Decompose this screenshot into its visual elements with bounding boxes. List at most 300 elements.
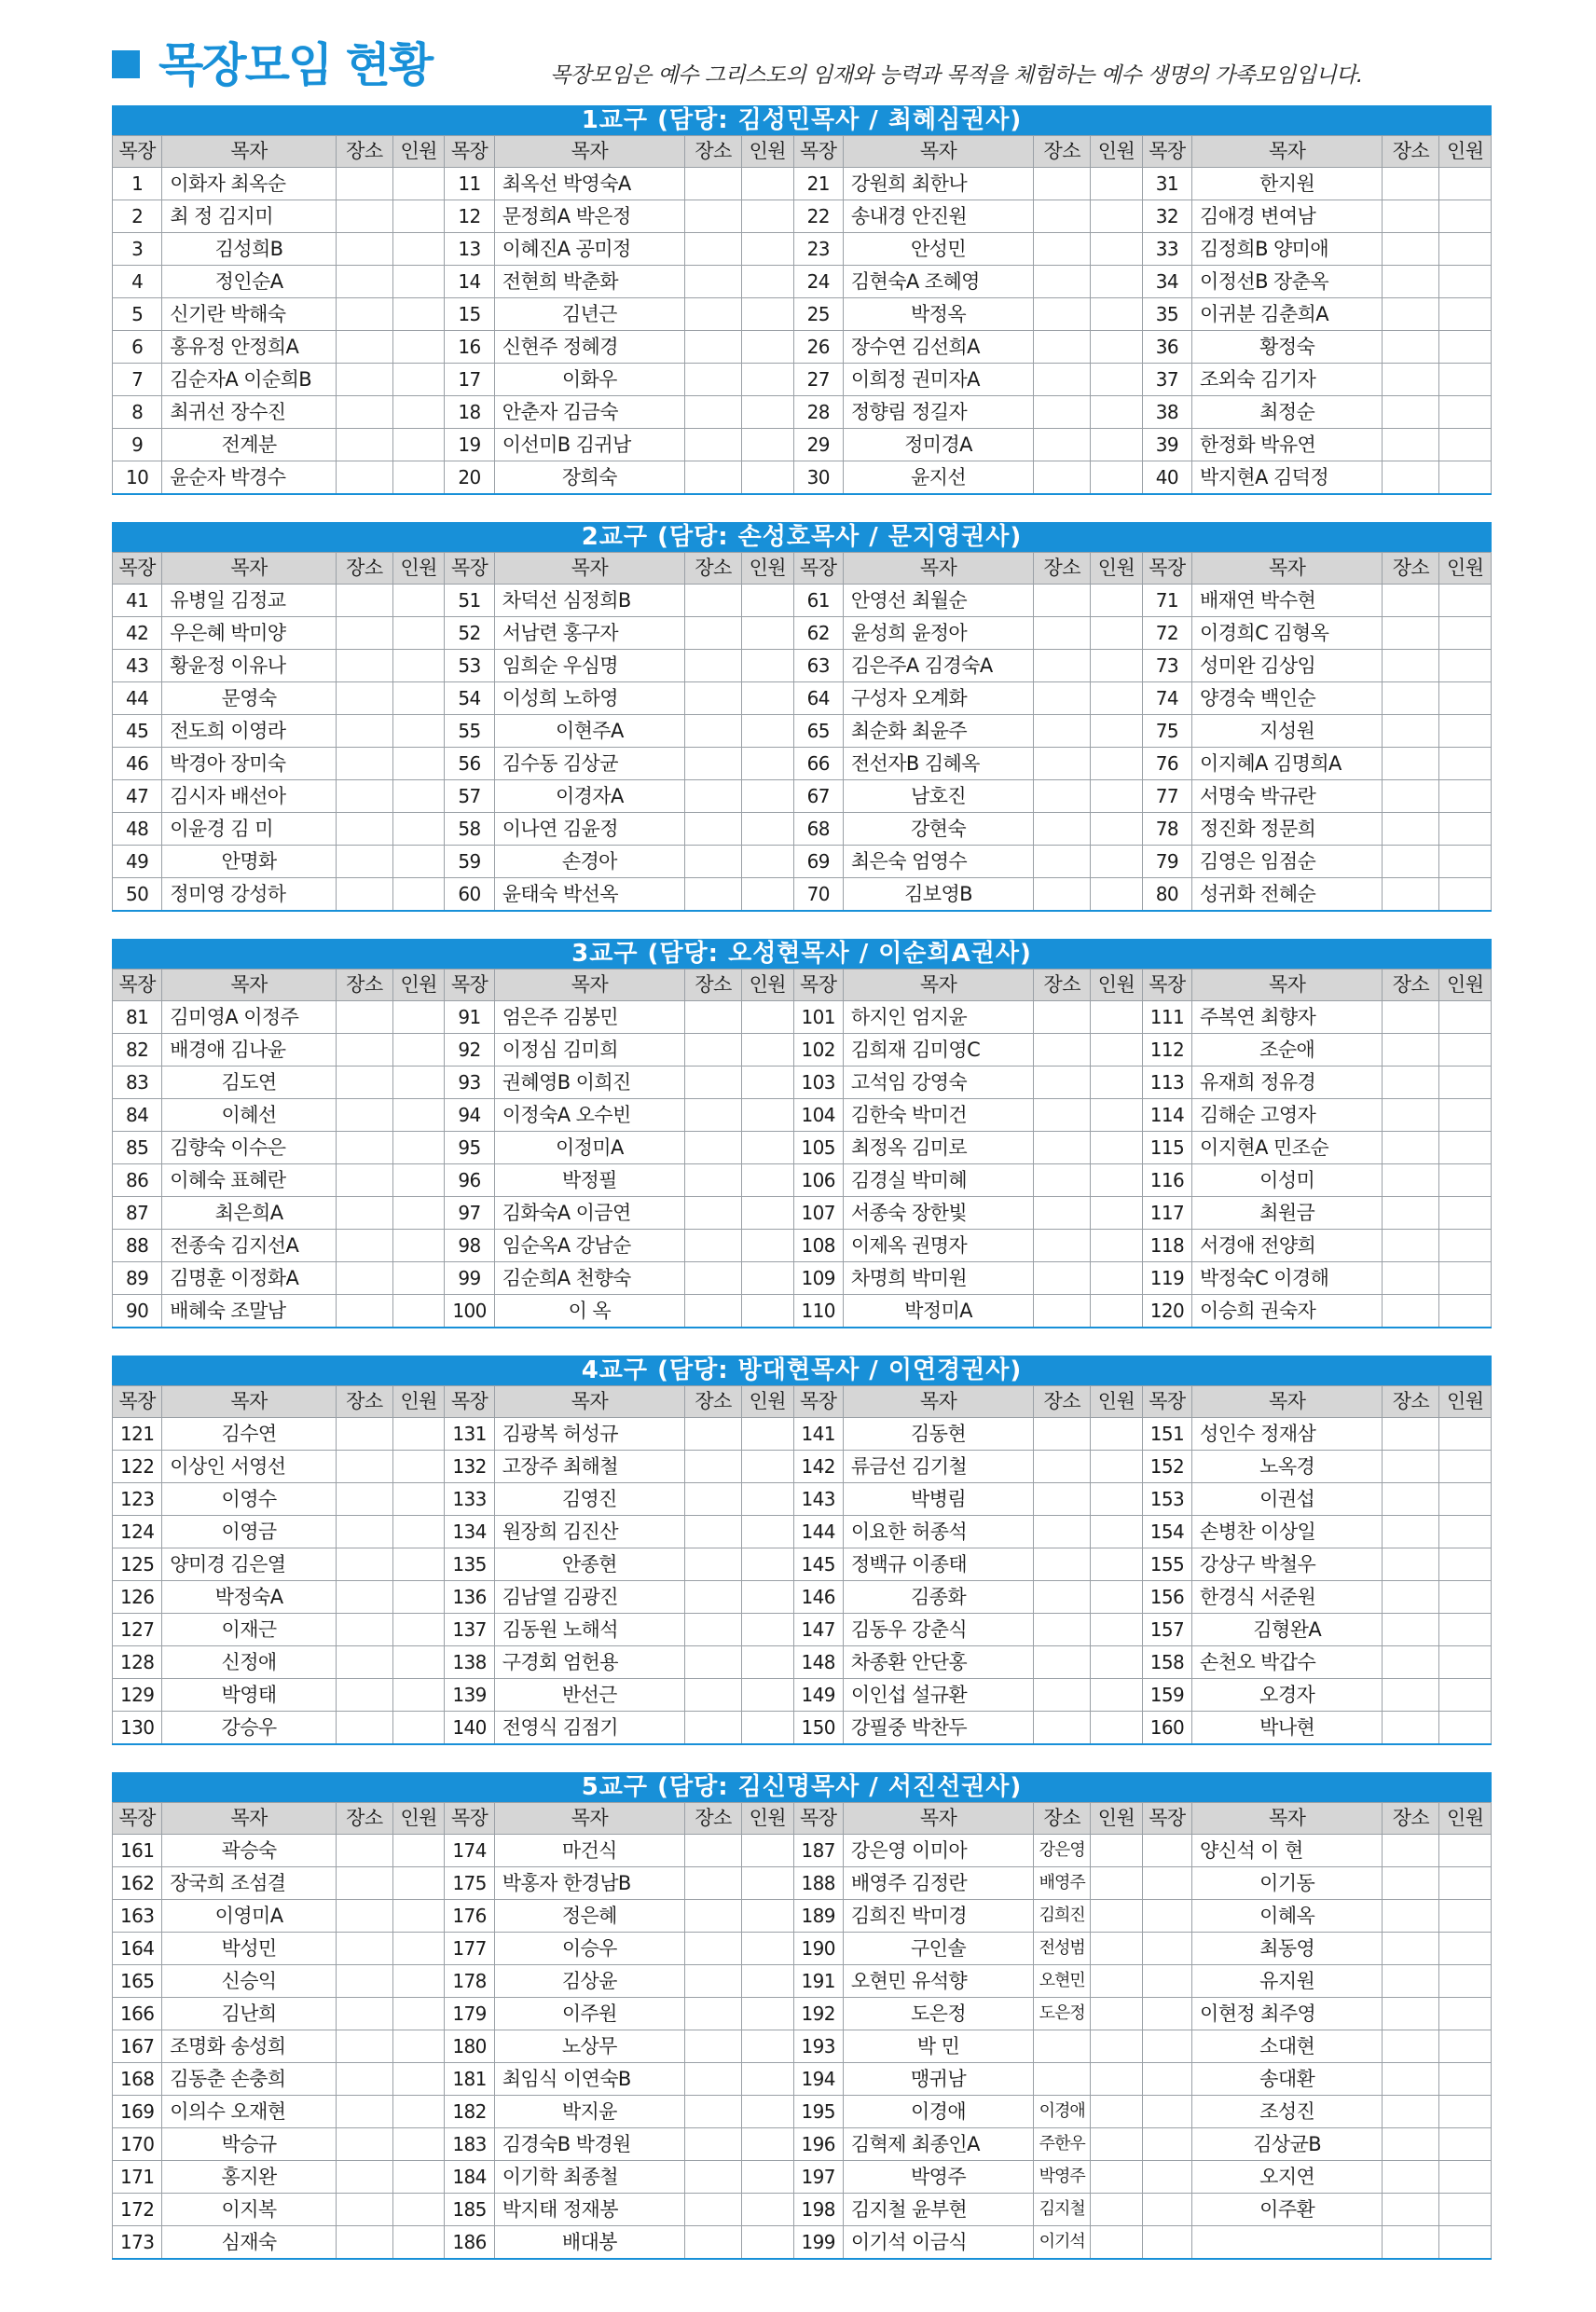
group-leaders: 임희순 우심명 bbox=[494, 650, 684, 682]
group-number bbox=[1142, 2161, 1191, 2194]
group-number: 157 bbox=[1142, 1614, 1191, 1646]
group-leaders: 전도희 이영라 bbox=[162, 715, 337, 748]
meeting-place bbox=[1383, 1132, 1439, 1164]
member-count bbox=[1439, 1581, 1492, 1614]
group-number: 79 bbox=[1142, 846, 1191, 878]
meeting-place bbox=[685, 2194, 742, 2226]
member-count bbox=[742, 1646, 794, 1679]
group-number: 110 bbox=[793, 1295, 843, 1328]
group-leaders: 성인수 정재삼 bbox=[1192, 1418, 1383, 1451]
member-count bbox=[392, 2096, 445, 2128]
meeting-place bbox=[1383, 2063, 1439, 2096]
meeting-place bbox=[685, 1451, 742, 1483]
district-table bbox=[112, 1802, 1492, 2260]
count-header: 인원 bbox=[1091, 1386, 1143, 1418]
group-number: 75 bbox=[1142, 715, 1191, 748]
group-leaders: 최임식 이연숙B bbox=[494, 2063, 684, 2096]
member-count bbox=[1439, 266, 1492, 298]
group-number: 99 bbox=[445, 1262, 494, 1295]
group-number: 18 bbox=[445, 396, 494, 429]
member-count bbox=[392, 429, 445, 461]
group-leaders: 구인솔 bbox=[843, 1933, 1033, 1965]
meeting-place bbox=[336, 1295, 392, 1328]
group-leaders: 이기석 이금식 bbox=[843, 2226, 1033, 2260]
group-number: 165 bbox=[113, 1965, 162, 1998]
group-leaders: 김향숙 이수은 bbox=[162, 1132, 337, 1164]
table-row bbox=[113, 715, 1492, 748]
group-number: 161 bbox=[113, 1835, 162, 1867]
meeting-place bbox=[1383, 1900, 1439, 1933]
group-number: 140 bbox=[445, 1712, 494, 1745]
meeting-place bbox=[685, 331, 742, 364]
table-row bbox=[113, 2226, 1492, 2260]
member-count bbox=[1439, 1262, 1492, 1295]
group-number: 174 bbox=[445, 1835, 494, 1867]
meeting-place bbox=[685, 168, 742, 200]
group-number: 44 bbox=[113, 682, 162, 715]
num-header: 목장 bbox=[445, 136, 494, 168]
district-sections bbox=[112, 105, 1492, 2253]
group-number: 30 bbox=[793, 461, 843, 495]
member-count bbox=[1091, 748, 1143, 780]
group-number: 109 bbox=[793, 1262, 843, 1295]
member-count bbox=[742, 2128, 794, 2161]
member-count bbox=[1091, 878, 1143, 912]
meeting-place bbox=[685, 1067, 742, 1099]
meeting-place bbox=[336, 715, 392, 748]
table-row bbox=[113, 429, 1492, 461]
table-row bbox=[113, 1197, 1492, 1230]
count-header: 인원 bbox=[1091, 136, 1143, 168]
meeting-place bbox=[1383, 1965, 1439, 1998]
table-row bbox=[113, 1451, 1492, 1483]
group-leaders: 윤지선 bbox=[843, 461, 1033, 495]
group-leaders: 박영태 bbox=[162, 1679, 337, 1712]
group-number bbox=[1142, 1965, 1191, 1998]
group-number: 36 bbox=[1142, 331, 1191, 364]
group-leaders: 이권섭 bbox=[1192, 1483, 1383, 1516]
group-leaders: 김형완A bbox=[1192, 1614, 1383, 1646]
member-count bbox=[1439, 2096, 1492, 2128]
group-number: 80 bbox=[1142, 878, 1191, 912]
meeting-place bbox=[1383, 396, 1439, 429]
group-leaders: 김명훈 이정화A bbox=[162, 1262, 337, 1295]
group-leaders: 이지혜A 김명희A bbox=[1192, 748, 1383, 780]
group-number: 187 bbox=[793, 1835, 843, 1867]
member-count bbox=[742, 748, 794, 780]
meeting-place: 김지철 bbox=[1034, 2194, 1091, 2226]
group-leaders: 문영숙 bbox=[162, 682, 337, 715]
group-number: 77 bbox=[1142, 780, 1191, 813]
group-number: 184 bbox=[445, 2161, 494, 2194]
group-number: 147 bbox=[793, 1614, 843, 1646]
group-number: 112 bbox=[1142, 1034, 1191, 1067]
group-leaders: 심재숙 bbox=[162, 2226, 337, 2260]
meeting-place bbox=[1383, 1548, 1439, 1581]
member-count bbox=[392, 1712, 445, 1745]
group-leaders: 이 옥 bbox=[494, 1295, 684, 1328]
meeting-place bbox=[336, 1230, 392, 1262]
group-leaders: 조외숙 김기자 bbox=[1192, 364, 1383, 396]
group-number: 118 bbox=[1142, 1230, 1191, 1262]
member-count bbox=[742, 1197, 794, 1230]
meeting-place bbox=[1034, 233, 1091, 266]
member-count bbox=[1091, 1965, 1143, 1998]
table-row bbox=[113, 813, 1492, 846]
meeting-place bbox=[336, 585, 392, 617]
group-leaders: 김순희A 천향숙 bbox=[494, 1262, 684, 1295]
group-number: 183 bbox=[445, 2128, 494, 2161]
group-leaders: 박지태 정재봉 bbox=[494, 2194, 684, 2226]
group-leaders: 서종숙 장한빛 bbox=[843, 1197, 1033, 1230]
district-banner: 4교구 (담당: 방대현목사 / 이연경권사) bbox=[112, 1356, 1492, 1385]
group-number: 90 bbox=[113, 1295, 162, 1328]
meeting-place bbox=[685, 1835, 742, 1867]
member-count bbox=[1091, 1164, 1143, 1197]
member-count bbox=[1439, 682, 1492, 715]
table-row bbox=[113, 1998, 1492, 2030]
group-number: 130 bbox=[113, 1712, 162, 1745]
member-count bbox=[392, 1451, 445, 1483]
group-number bbox=[1142, 2128, 1191, 2161]
group-number: 14 bbox=[445, 266, 494, 298]
meeting-place bbox=[336, 846, 392, 878]
meeting-place bbox=[336, 1867, 392, 1900]
group-number: 31 bbox=[1142, 168, 1191, 200]
group-number: 152 bbox=[1142, 1451, 1191, 1483]
meeting-place bbox=[1383, 2030, 1439, 2063]
group-leaders: 이요한 허종석 bbox=[843, 1516, 1033, 1548]
group-number: 178 bbox=[445, 1965, 494, 1998]
member-count bbox=[1439, 1034, 1492, 1067]
meeting-place bbox=[685, 1965, 742, 1998]
member-count bbox=[742, 1483, 794, 1516]
group-leaders: 이의수 오재현 bbox=[162, 2096, 337, 2128]
count-header: 인원 bbox=[392, 553, 445, 585]
group-number: 21 bbox=[793, 168, 843, 200]
group-number: 191 bbox=[793, 1965, 843, 1998]
table-row bbox=[113, 1132, 1492, 1164]
member-count bbox=[392, 1099, 445, 1132]
meeting-place bbox=[336, 200, 392, 233]
member-count bbox=[1091, 682, 1143, 715]
leader-header: 목자 bbox=[843, 553, 1033, 585]
member-count bbox=[1091, 1646, 1143, 1679]
member-count bbox=[1091, 1581, 1143, 1614]
meeting-place bbox=[336, 650, 392, 682]
group-number: 199 bbox=[793, 2226, 843, 2260]
group-leaders: 황정숙 bbox=[1192, 331, 1383, 364]
group-number: 8 bbox=[113, 396, 162, 429]
meeting-place bbox=[336, 1418, 392, 1451]
table-row bbox=[113, 2194, 1492, 2226]
group-leaders: 안종현 bbox=[494, 1548, 684, 1581]
table-row bbox=[113, 2063, 1492, 2096]
member-count bbox=[392, 1164, 445, 1197]
meeting-place bbox=[336, 1132, 392, 1164]
meeting-place bbox=[685, 1001, 742, 1034]
member-count bbox=[392, 200, 445, 233]
meeting-place bbox=[336, 1099, 392, 1132]
meeting-place bbox=[1034, 1001, 1091, 1034]
table-row bbox=[113, 748, 1492, 780]
group-number: 37 bbox=[1142, 364, 1191, 396]
group-leaders: 조명화 송성희 bbox=[162, 2030, 337, 2063]
meeting-place bbox=[336, 1679, 392, 1712]
member-count bbox=[1091, 1867, 1143, 1900]
group-number bbox=[1142, 1867, 1191, 1900]
member-count bbox=[1439, 1548, 1492, 1581]
group-number: 67 bbox=[793, 780, 843, 813]
group-leaders: 하지인 엄지윤 bbox=[843, 1001, 1033, 1034]
num-header: 목장 bbox=[1142, 1803, 1191, 1835]
table-row bbox=[113, 1034, 1492, 1067]
group-number: 117 bbox=[1142, 1197, 1191, 1230]
group-number: 189 bbox=[793, 1900, 843, 1933]
meeting-place bbox=[1383, 331, 1439, 364]
meeting-place bbox=[685, 2161, 742, 2194]
group-number: 98 bbox=[445, 1230, 494, 1262]
meeting-place bbox=[1034, 1230, 1091, 1262]
member-count bbox=[392, 878, 445, 912]
leader-header: 목자 bbox=[494, 1386, 684, 1418]
group-leaders: 김남열 김광진 bbox=[494, 1581, 684, 1614]
meeting-place bbox=[1034, 846, 1091, 878]
member-count bbox=[1439, 396, 1492, 429]
group-number: 132 bbox=[445, 1451, 494, 1483]
member-count bbox=[392, 715, 445, 748]
meeting-place bbox=[1034, 1067, 1091, 1099]
group-number: 155 bbox=[1142, 1548, 1191, 1581]
group-number: 53 bbox=[445, 650, 494, 682]
group-number bbox=[1142, 2030, 1191, 2063]
meeting-place bbox=[1034, 1483, 1091, 1516]
group-leaders: 장국희 조섬결 bbox=[162, 1867, 337, 1900]
group-number: 88 bbox=[113, 1230, 162, 1262]
meeting-place bbox=[1034, 1034, 1091, 1067]
meeting-place bbox=[685, 1516, 742, 1548]
group-number: 176 bbox=[445, 1900, 494, 1933]
member-count bbox=[1091, 2226, 1143, 2260]
meeting-place bbox=[336, 1034, 392, 1067]
member-count bbox=[1439, 2030, 1492, 2063]
leader-header: 목자 bbox=[843, 970, 1033, 1001]
meeting-place bbox=[1034, 1581, 1091, 1614]
member-count bbox=[1091, 617, 1143, 650]
meeting-place bbox=[1383, 1867, 1439, 1900]
group-number: 89 bbox=[113, 1262, 162, 1295]
group-leaders: 박병림 bbox=[843, 1483, 1033, 1516]
member-count bbox=[1439, 813, 1492, 846]
group-number: 65 bbox=[793, 715, 843, 748]
group-number: 190 bbox=[793, 1933, 843, 1965]
member-count bbox=[742, 1933, 794, 1965]
member-count bbox=[392, 1132, 445, 1164]
member-count bbox=[742, 1900, 794, 1933]
num-header: 목장 bbox=[113, 1803, 162, 1835]
group-number: 93 bbox=[445, 1067, 494, 1099]
meeting-place bbox=[336, 1001, 392, 1034]
district-section bbox=[112, 939, 1492, 1356]
group-number: 78 bbox=[1142, 813, 1191, 846]
meeting-place bbox=[685, 585, 742, 617]
group-number: 116 bbox=[1142, 1164, 1191, 1197]
group-leaders: 이정미A bbox=[494, 1132, 684, 1164]
meeting-place bbox=[336, 1164, 392, 1197]
group-leaders: 유병일 김정교 bbox=[162, 585, 337, 617]
member-count bbox=[1091, 1067, 1143, 1099]
meeting-place bbox=[1383, 1295, 1439, 1328]
meeting-place bbox=[336, 2194, 392, 2226]
member-count bbox=[1439, 2161, 1492, 2194]
group-leaders: 이혜선 bbox=[162, 1099, 337, 1132]
group-leaders: 박경아 장미숙 bbox=[162, 748, 337, 780]
meeting-place bbox=[336, 2128, 392, 2161]
meeting-place bbox=[336, 1835, 392, 1867]
meeting-place bbox=[1034, 2063, 1091, 2096]
member-count bbox=[742, 813, 794, 846]
group-leaders: 이승우 bbox=[494, 1933, 684, 1965]
group-number: 94 bbox=[445, 1099, 494, 1132]
meeting-place bbox=[1383, 1581, 1439, 1614]
meeting-place bbox=[336, 617, 392, 650]
group-number: 54 bbox=[445, 682, 494, 715]
group-number: 124 bbox=[113, 1516, 162, 1548]
meeting-place bbox=[1034, 813, 1091, 846]
group-number: 97 bbox=[445, 1197, 494, 1230]
member-count bbox=[1091, 364, 1143, 396]
group-leaders: 김보영B bbox=[843, 878, 1033, 912]
meeting-place bbox=[1383, 364, 1439, 396]
group-leaders: 유지원 bbox=[1192, 1965, 1383, 1998]
member-count bbox=[742, 1418, 794, 1451]
group-leaders: 김경숙B 박경원 bbox=[494, 2128, 684, 2161]
group-number: 144 bbox=[793, 1516, 843, 1548]
group-leaders: 김영은 임점순 bbox=[1192, 846, 1383, 878]
group-number: 105 bbox=[793, 1132, 843, 1164]
table-row bbox=[113, 1262, 1492, 1295]
group-leaders: 주복연 최향자 bbox=[1192, 1001, 1383, 1034]
member-count bbox=[742, 429, 794, 461]
group-number: 61 bbox=[793, 585, 843, 617]
num-header: 목장 bbox=[793, 1803, 843, 1835]
count-header: 인원 bbox=[392, 136, 445, 168]
group-number: 196 bbox=[793, 2128, 843, 2161]
group-number: 122 bbox=[113, 1451, 162, 1483]
meeting-place bbox=[1383, 1451, 1439, 1483]
member-count bbox=[1439, 585, 1492, 617]
group-number: 56 bbox=[445, 748, 494, 780]
leader-header: 목자 bbox=[843, 136, 1033, 168]
meeting-place bbox=[685, 1483, 742, 1516]
place-header: 장소 bbox=[336, 136, 392, 168]
meeting-place bbox=[685, 1262, 742, 1295]
group-number: 38 bbox=[1142, 396, 1191, 429]
member-count bbox=[1091, 846, 1143, 878]
table-row bbox=[113, 1835, 1492, 1867]
meeting-place bbox=[685, 1034, 742, 1067]
member-count bbox=[1439, 2194, 1492, 2226]
num-header: 목장 bbox=[793, 1386, 843, 1418]
num-header: 목장 bbox=[445, 553, 494, 585]
group-number: 9 bbox=[113, 429, 162, 461]
member-count bbox=[1091, 1548, 1143, 1581]
meeting-place bbox=[685, 1295, 742, 1328]
member-count bbox=[392, 331, 445, 364]
member-count bbox=[742, 1679, 794, 1712]
group-leaders: 최 정 김지미 bbox=[162, 200, 337, 233]
meeting-place bbox=[685, 846, 742, 878]
meeting-place bbox=[336, 1581, 392, 1614]
group-number: 192 bbox=[793, 1998, 843, 2030]
group-number: 162 bbox=[113, 1867, 162, 1900]
group-leaders: 이혜진A 공미정 bbox=[494, 233, 684, 266]
meeting-place bbox=[1383, 1998, 1439, 2030]
group-leaders: 이윤경 김 미 bbox=[162, 813, 337, 846]
district-table bbox=[112, 135, 1492, 495]
group-leaders: 박홍자 한경남B bbox=[494, 1867, 684, 1900]
meeting-place bbox=[1034, 2030, 1091, 2063]
group-number: 186 bbox=[445, 2226, 494, 2260]
member-count bbox=[392, 364, 445, 396]
group-leaders: 도은정 bbox=[843, 1998, 1033, 2030]
group-number: 150 bbox=[793, 1712, 843, 1745]
group-leaders: 최정순 bbox=[1192, 396, 1383, 429]
group-number: 104 bbox=[793, 1099, 843, 1132]
meeting-place bbox=[685, 1998, 742, 2030]
group-number: 101 bbox=[793, 1001, 843, 1034]
group-leaders bbox=[1192, 2226, 1383, 2260]
group-number: 68 bbox=[793, 813, 843, 846]
group-leaders: 박승규 bbox=[162, 2128, 337, 2161]
group-number: 182 bbox=[445, 2096, 494, 2128]
member-count bbox=[1091, 1835, 1143, 1867]
meeting-place bbox=[685, 2128, 742, 2161]
group-number: 134 bbox=[445, 1516, 494, 1548]
member-count bbox=[742, 1230, 794, 1262]
group-leaders: 소대현 bbox=[1192, 2030, 1383, 2063]
table-row bbox=[113, 2096, 1492, 2128]
meeting-place bbox=[1383, 1164, 1439, 1197]
group-leaders: 류금선 김기철 bbox=[843, 1451, 1033, 1483]
group-leaders: 문정희A 박은정 bbox=[494, 200, 684, 233]
group-number: 64 bbox=[793, 682, 843, 715]
count-header: 인원 bbox=[742, 553, 794, 585]
district-section bbox=[112, 522, 1492, 939]
group-leaders: 김경실 박미혜 bbox=[843, 1164, 1033, 1197]
group-number: 74 bbox=[1142, 682, 1191, 715]
meeting-place bbox=[336, 2161, 392, 2194]
group-number: 47 bbox=[113, 780, 162, 813]
member-count bbox=[1091, 1933, 1143, 1965]
group-leaders: 최은숙 엄영수 bbox=[843, 846, 1033, 878]
group-leaders: 전종숙 김지선A bbox=[162, 1230, 337, 1262]
meeting-place bbox=[685, 748, 742, 780]
member-count bbox=[1439, 2226, 1492, 2260]
group-leaders: 김성희B bbox=[162, 233, 337, 266]
meeting-place bbox=[685, 1099, 742, 1132]
table-row bbox=[113, 1067, 1492, 1099]
num-header: 목장 bbox=[1142, 553, 1191, 585]
meeting-place bbox=[336, 364, 392, 396]
member-count bbox=[1439, 331, 1492, 364]
leader-header: 목자 bbox=[1192, 553, 1383, 585]
member-count bbox=[392, 233, 445, 266]
group-number: 10 bbox=[113, 461, 162, 495]
member-count bbox=[742, 1712, 794, 1745]
member-count bbox=[1091, 1132, 1143, 1164]
place-header: 장소 bbox=[1383, 1803, 1439, 1835]
